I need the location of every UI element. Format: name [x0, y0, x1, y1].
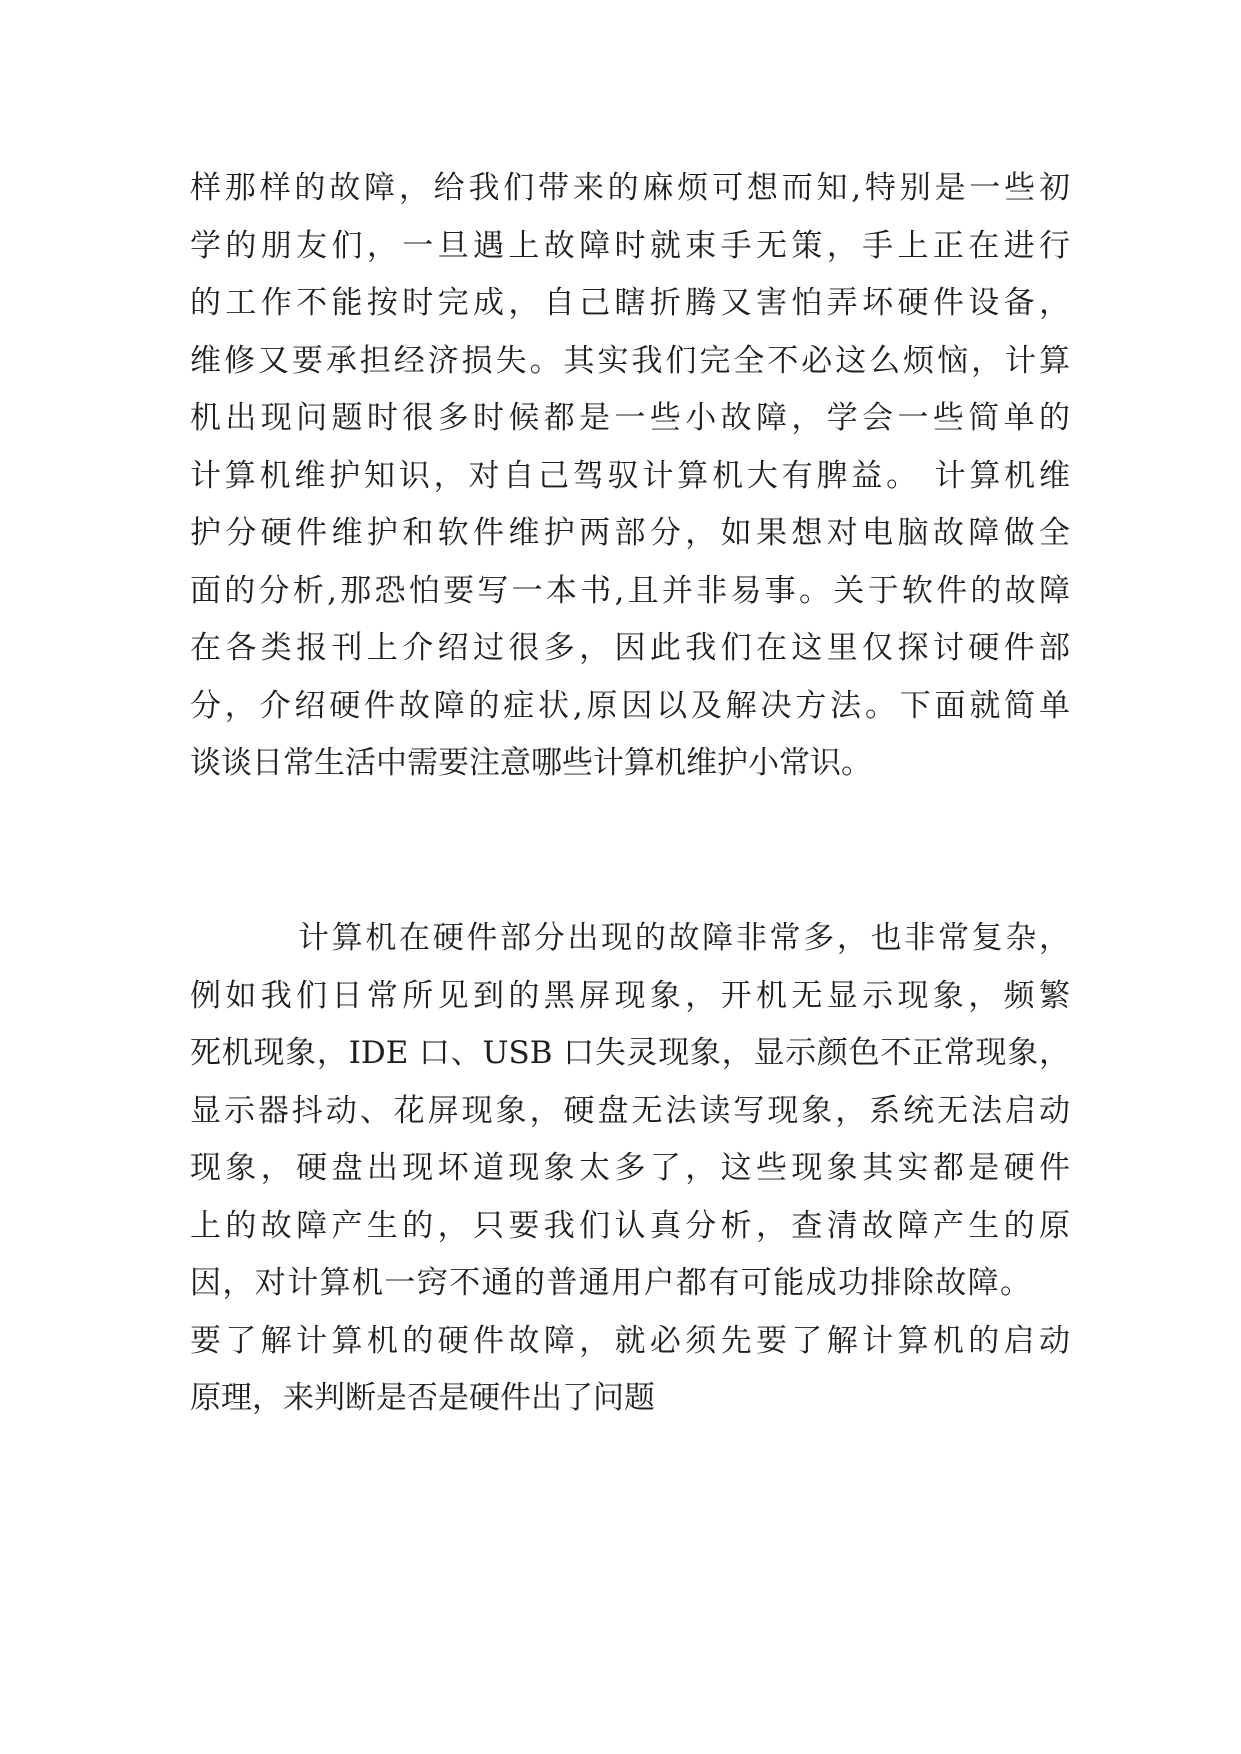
paragraph-2 [190, 910, 1070, 1428]
text-line: 维修又要承担经济损失。其实我们完全不必这么烦恼，计算 [190, 342, 1070, 379]
text-line: 谈谈日常生活中需要注意哪些计算机维护小常识。 [190, 745, 872, 781]
text-line: 例如我们日常所见到的黑屏现象，开机无显示现象，频繁 [190, 977, 1070, 1014]
text-line: 现象，硬盘出现坏道现象太多了，这些现象其实都是硬件 [190, 1150, 1070, 1186]
text-line: 学的朋友们，一旦遇上故障时就束手无策，手上正在进行 [190, 227, 1070, 264]
text-line: 样那样的故障，给我们带来的麻烦可想而知,特别是一些初 [190, 170, 1070, 206]
text-line: 的工作不能按时完成，自己瞎折腾又害怕弄坏硬件设备， [190, 285, 1070, 321]
paragraph-1 [190, 160, 1070, 793]
text-line: 原理，来判断是否是硬件出了问题 [190, 1380, 655, 1416]
text-line: 因，对计算机一窍不通的普通用户都有可能成功排除故障。 [190, 1265, 1033, 1301]
text-line: 在各类报刊上介绍过很多，因此我们在这里仅探讨硬件部 [190, 630, 1070, 666]
text-line: 死机现象，IDE 口、USB 口失灵现象，显示颜色不正常现象， [190, 1035, 1070, 1071]
text-line: 护分硬件维护和软件维护两部分，如果想对电脑故障做全 [190, 515, 1070, 551]
text-line: 计算机维护知识，对自己驾驭计算机大有脾益。 计算机维 [190, 457, 1070, 494]
text-line: 机出现问题时很多时候都是一些小故障，学会一些简单的 [190, 400, 1070, 436]
text-line: 上的故障产生的，只要我们认真分析，查清故障产生的原 [190, 1207, 1070, 1244]
text-line: 分，介绍硬件故障的症状,原因以及解决方法。下面就简单 [190, 687, 1070, 724]
text-line: 面的分析,那恐怕要写一本书,且并非易事。关于软件的故障 [190, 572, 1070, 609]
text-line: 显示器抖动、花屏现象，硬盘无法读写现象，系统无法启动 [190, 1092, 1070, 1129]
text-line: 计算机在硬件部分出现的故障非常多，也非常复杂， [298, 920, 1070, 956]
text-line: 要了解计算机的硬件故障，就必须先要了解计算机的启动 [190, 1322, 1070, 1359]
